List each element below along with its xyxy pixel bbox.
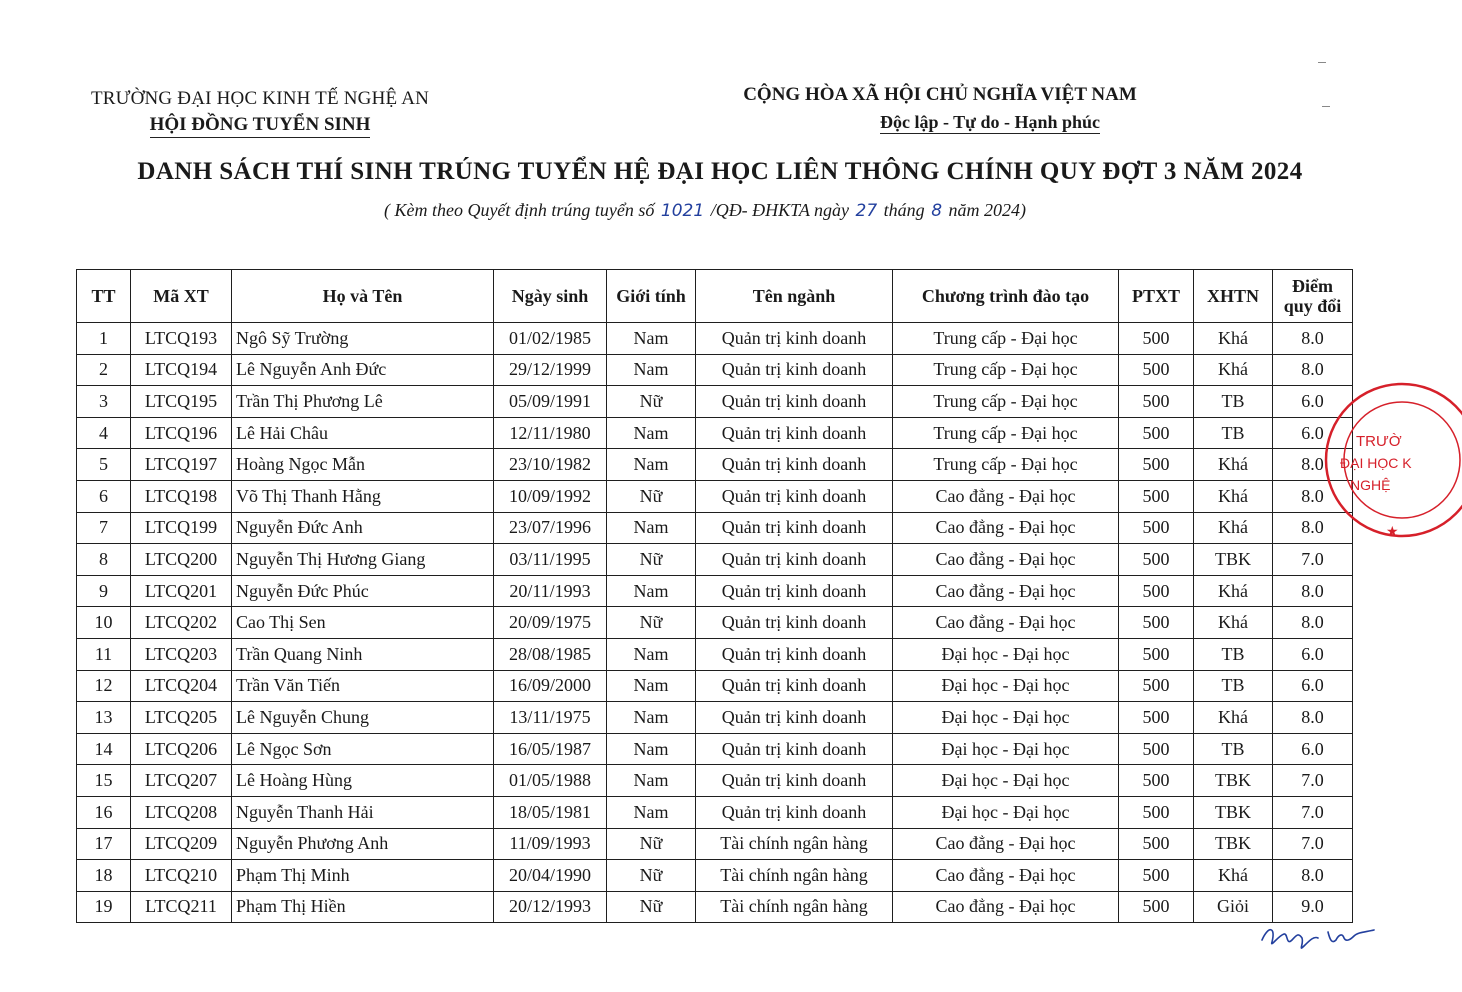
major-name: Quản trị kinh doanh bbox=[696, 354, 893, 386]
program-name: Cao đẳng - Đại học bbox=[893, 860, 1119, 892]
birth-date: 20/12/1993 bbox=[494, 891, 607, 923]
subtitle-part: năm 2024) bbox=[948, 200, 1027, 220]
applicant-code: LTCQ196 bbox=[131, 417, 232, 449]
converted-score: 8.0 bbox=[1273, 480, 1353, 512]
ptxt-value: 500 bbox=[1119, 828, 1194, 860]
major-name: Quản trị kinh doanh bbox=[696, 512, 893, 544]
converted-score: 7.0 bbox=[1273, 544, 1353, 576]
major-name: Quản trị kinh doanh bbox=[696, 480, 893, 512]
graduation-rank: TB bbox=[1194, 638, 1273, 670]
program-name: Cao đẳng - Đại học bbox=[893, 607, 1119, 639]
graduation-rank: TBK bbox=[1194, 828, 1273, 860]
applicant-code: LTCQ207 bbox=[131, 765, 232, 797]
converted-score: 8.0 bbox=[1273, 575, 1353, 607]
applicant-code: LTCQ210 bbox=[131, 860, 232, 892]
program-name: Đại học - Đại học bbox=[893, 765, 1119, 797]
graduation-rank: TBK bbox=[1194, 796, 1273, 828]
program-name: Trung cấp - Đại học bbox=[893, 323, 1119, 355]
birth-date: 16/05/1987 bbox=[494, 733, 607, 765]
program-name: Đại học - Đại học bbox=[893, 733, 1119, 765]
column-header-score bbox=[1273, 270, 1353, 323]
graduation-rank: Khá bbox=[1194, 702, 1273, 734]
program-name: Đại học - Đại học bbox=[893, 702, 1119, 734]
converted-score: 6.0 bbox=[1273, 733, 1353, 765]
major-name: Quản trị kinh doanh bbox=[696, 607, 893, 639]
gender: Nam bbox=[607, 765, 696, 797]
decision-day: 27 bbox=[855, 201, 878, 221]
applicant-name: Phạm Thị Minh bbox=[232, 860, 494, 892]
gender: Nữ bbox=[607, 891, 696, 923]
decision-month: 8 bbox=[931, 201, 943, 221]
graduation-rank: Khá bbox=[1194, 480, 1273, 512]
subtitle-part: ( Kèm theo Quyết định trúng tuyển số bbox=[383, 200, 655, 220]
table-row bbox=[77, 386, 1353, 418]
table-row bbox=[77, 860, 1353, 892]
converted-score: 6.0 bbox=[1273, 638, 1353, 670]
ptxt-value: 500 bbox=[1119, 607, 1194, 639]
row-number: 9 bbox=[77, 575, 131, 607]
row-number: 16 bbox=[77, 796, 131, 828]
program-name: Cao đẳng - Đại học bbox=[893, 544, 1119, 576]
major-name: Tài chính ngân hàng bbox=[696, 891, 893, 923]
gender: Nam bbox=[607, 354, 696, 386]
gender: Nam bbox=[607, 323, 696, 355]
decision-number: 1021 bbox=[660, 201, 705, 221]
table-row bbox=[77, 544, 1353, 576]
converted-score: 6.0 bbox=[1273, 417, 1353, 449]
converted-score: 8.0 bbox=[1273, 354, 1353, 386]
converted-score: 7.0 bbox=[1273, 796, 1353, 828]
row-number: 19 bbox=[77, 891, 131, 923]
table-row bbox=[77, 449, 1353, 481]
birth-date: 20/11/1993 bbox=[494, 575, 607, 607]
graduation-rank: Khá bbox=[1194, 354, 1273, 386]
national-header bbox=[700, 84, 1180, 134]
applicant-code: LTCQ205 bbox=[131, 702, 232, 734]
row-number: 6 bbox=[77, 480, 131, 512]
table-row bbox=[77, 512, 1353, 544]
program-name: Trung cấp - Đại học bbox=[893, 386, 1119, 418]
gender: Nam bbox=[607, 575, 696, 607]
graduation-rank: Khá bbox=[1194, 607, 1273, 639]
major-name: Quản trị kinh doanh bbox=[696, 702, 893, 734]
row-number: 5 bbox=[77, 449, 131, 481]
gender: Nữ bbox=[607, 607, 696, 639]
table-row bbox=[77, 828, 1353, 860]
converted-score: 8.0 bbox=[1273, 323, 1353, 355]
table-row bbox=[77, 702, 1353, 734]
major-name: Quản trị kinh doanh bbox=[696, 417, 893, 449]
major-name: Quản trị kinh doanh bbox=[696, 638, 893, 670]
applicant-code: LTCQ195 bbox=[131, 386, 232, 418]
applicant-name: Nguyễn Thị Hương Giang bbox=[232, 544, 494, 576]
document-title: DANH SÁCH THÍ SINH TRÚNG TUYỂN HỆ ĐẠI HỌC LIÊN THÔNG CHÍNH QUY ĐỢT 3 NĂM 2024 bbox=[137, 158, 1303, 185]
subtitle-part: /QĐ- ĐHKTA ngày bbox=[710, 200, 850, 220]
gender: Nam bbox=[607, 638, 696, 670]
graduation-rank: TBK bbox=[1194, 765, 1273, 797]
applicant-name: Nguyễn Đức Anh bbox=[232, 512, 494, 544]
applicant-name: Cao Thị Sen bbox=[232, 607, 494, 639]
graduation-rank: Khá bbox=[1194, 449, 1273, 481]
program-name: Cao đẳng - Đại học bbox=[893, 828, 1119, 860]
ptxt-value: 500 bbox=[1119, 323, 1194, 355]
table-row bbox=[77, 733, 1353, 765]
birth-date: 23/07/1996 bbox=[494, 512, 607, 544]
graduation-rank: TBK bbox=[1194, 544, 1273, 576]
converted-score: 9.0 bbox=[1273, 891, 1353, 923]
applicant-code: LTCQ194 bbox=[131, 354, 232, 386]
column-header: XHTN bbox=[1194, 270, 1273, 323]
applicant-code: LTCQ197 bbox=[131, 449, 232, 481]
ptxt-value: 500 bbox=[1119, 733, 1194, 765]
table-row bbox=[77, 891, 1353, 923]
major-name: Tài chính ngân hàng bbox=[696, 860, 893, 892]
converted-score: 8.0 bbox=[1273, 607, 1353, 639]
row-number: 3 bbox=[77, 386, 131, 418]
applicant-code: LTCQ209 bbox=[131, 828, 232, 860]
major-name: Quản trị kinh doanh bbox=[696, 765, 893, 797]
converted-score: 7.0 bbox=[1273, 765, 1353, 797]
ptxt-value: 500 bbox=[1119, 417, 1194, 449]
graduation-rank: TB bbox=[1194, 670, 1273, 702]
applicant-name: Lê Ngọc Sơn bbox=[232, 733, 494, 765]
column-header: Họ và Tên bbox=[232, 270, 494, 323]
gender: Nữ bbox=[607, 544, 696, 576]
applicant-code: LTCQ193 bbox=[131, 323, 232, 355]
birth-date: 29/12/1999 bbox=[494, 354, 607, 386]
gender: Nữ bbox=[607, 480, 696, 512]
birth-date: 23/10/1982 bbox=[494, 449, 607, 481]
ptxt-value: 500 bbox=[1119, 860, 1194, 892]
gender: Nam bbox=[607, 512, 696, 544]
major-name: Quản trị kinh doanh bbox=[696, 449, 893, 481]
school-seal-stamp bbox=[1322, 380, 1462, 540]
table-body bbox=[77, 323, 1353, 923]
applicant-code: LTCQ202 bbox=[131, 607, 232, 639]
graduation-rank: Khá bbox=[1194, 575, 1273, 607]
major-name: Quản trị kinh doanh bbox=[696, 544, 893, 576]
major-name: Tài chính ngân hàng bbox=[696, 828, 893, 860]
ptxt-value: 500 bbox=[1119, 702, 1194, 734]
row-number: 17 bbox=[77, 828, 131, 860]
table-row bbox=[77, 354, 1353, 386]
ptxt-value: 500 bbox=[1119, 765, 1194, 797]
program-name: Đại học - Đại học bbox=[893, 796, 1119, 828]
gender: Nam bbox=[607, 733, 696, 765]
program-name: Cao đẳng - Đại học bbox=[893, 575, 1119, 607]
birth-date: 16/09/2000 bbox=[494, 670, 607, 702]
birth-date: 01/02/1985 bbox=[494, 323, 607, 355]
stamp-text: ĐẠI HỌC K bbox=[1340, 455, 1412, 471]
applicant-code: LTCQ198 bbox=[131, 480, 232, 512]
applicant-code: LTCQ208 bbox=[131, 796, 232, 828]
program-name: Cao đẳng - Đại học bbox=[893, 512, 1119, 544]
applicant-name: Võ Thị Thanh Hằng bbox=[232, 480, 494, 512]
birth-date: 20/09/1975 bbox=[494, 607, 607, 639]
ptxt-value: 500 bbox=[1119, 670, 1194, 702]
admission-table bbox=[76, 269, 1353, 923]
applicant-code: LTCQ199 bbox=[131, 512, 232, 544]
birth-date: 10/09/1992 bbox=[494, 480, 607, 512]
ptxt-value: 500 bbox=[1119, 544, 1194, 576]
program-name: Trung cấp - Đại học bbox=[893, 449, 1119, 481]
column-header-line: Điểm bbox=[1292, 276, 1333, 296]
subtitle-part: tháng bbox=[883, 200, 925, 220]
table-row bbox=[77, 796, 1353, 828]
table-header-row bbox=[77, 270, 1353, 323]
gender: Nam bbox=[607, 417, 696, 449]
national-motto: Độc lập - Tự do - Hạnh phúc bbox=[879, 112, 1101, 132]
row-number: 11 bbox=[77, 638, 131, 670]
row-number: 1 bbox=[77, 323, 131, 355]
major-name: Quản trị kinh doanh bbox=[696, 733, 893, 765]
graduation-rank: TB bbox=[1194, 733, 1273, 765]
column-header: Giới tính bbox=[607, 270, 696, 323]
row-number: 15 bbox=[77, 765, 131, 797]
applicant-name: Nguyễn Phương Anh bbox=[232, 828, 494, 860]
council-name: HỘI ĐỒNG TUYỂN SINH bbox=[150, 114, 371, 138]
handwritten-initials bbox=[1258, 918, 1378, 958]
birth-date: 01/05/1988 bbox=[494, 765, 607, 797]
table-row bbox=[77, 638, 1353, 670]
gender: Nữ bbox=[607, 828, 696, 860]
major-name: Quản trị kinh doanh bbox=[696, 323, 893, 355]
graduation-rank: Khá bbox=[1194, 860, 1273, 892]
applicant-code: LTCQ201 bbox=[131, 575, 232, 607]
column-header: Tên ngành bbox=[696, 270, 893, 323]
program-name: Trung cấp - Đại học bbox=[893, 354, 1119, 386]
major-name: Quản trị kinh doanh bbox=[696, 575, 893, 607]
table-row bbox=[77, 323, 1353, 355]
ptxt-value: 500 bbox=[1119, 386, 1194, 418]
converted-score: 6.0 bbox=[1273, 670, 1353, 702]
ptxt-value: 500 bbox=[1119, 891, 1194, 923]
applicant-code: LTCQ211 bbox=[131, 891, 232, 923]
applicant-name: Trần Quang Ninh bbox=[232, 638, 494, 670]
program-name: Đại học - Đại học bbox=[893, 638, 1119, 670]
column-header: TT bbox=[77, 270, 131, 323]
graduation-rank: TB bbox=[1194, 417, 1273, 449]
stamp-text: NGHỆ bbox=[1350, 477, 1391, 493]
birth-date: 12/11/1980 bbox=[494, 417, 607, 449]
row-number: 13 bbox=[77, 702, 131, 734]
table-row bbox=[77, 575, 1353, 607]
row-number: 4 bbox=[77, 417, 131, 449]
column-header: Ngày sinh bbox=[494, 270, 607, 323]
graduation-rank: Khá bbox=[1194, 512, 1273, 544]
ptxt-value: 500 bbox=[1119, 354, 1194, 386]
gender: Nam bbox=[607, 796, 696, 828]
converted-score: 8.0 bbox=[1273, 449, 1353, 481]
ptxt-value: 500 bbox=[1119, 796, 1194, 828]
major-name: Quản trị kinh doanh bbox=[696, 670, 893, 702]
university-name: TRƯỜNG ĐẠI HỌC KINH TẾ NGHỆ AN bbox=[90, 88, 430, 109]
column-header: Chương trình đào tạo bbox=[893, 270, 1119, 323]
birth-date: 28/08/1985 bbox=[494, 638, 607, 670]
program-name: Đại học - Đại học bbox=[893, 670, 1119, 702]
applicant-name: Lê Nguyễn Chung bbox=[232, 702, 494, 734]
scan-mark bbox=[1322, 106, 1330, 107]
program-name: Trung cấp - Đại học bbox=[893, 417, 1119, 449]
gender: Nữ bbox=[607, 386, 696, 418]
applicant-code: LTCQ204 bbox=[131, 670, 232, 702]
gender: Nam bbox=[607, 670, 696, 702]
major-name: Quản trị kinh doanh bbox=[696, 386, 893, 418]
applicant-name: Trần Thị Phương Lê bbox=[232, 386, 494, 418]
gender: Nam bbox=[607, 449, 696, 481]
gender: Nam bbox=[607, 702, 696, 734]
row-number: 7 bbox=[77, 512, 131, 544]
applicant-name: Ngô Sỹ Trường bbox=[232, 323, 494, 355]
applicant-name: Nguyễn Đức Phúc bbox=[232, 575, 494, 607]
applicant-name: Trần Văn Tiến bbox=[232, 670, 494, 702]
table-row bbox=[77, 765, 1353, 797]
converted-score: 8.0 bbox=[1273, 860, 1353, 892]
ptxt-value: 500 bbox=[1119, 512, 1194, 544]
column-header: PTXT bbox=[1119, 270, 1194, 323]
country-name: CỘNG HÒA XÃ HỘI CHỦ NGHĨA VIỆT NAM bbox=[743, 84, 1137, 105]
converted-score: 7.0 bbox=[1273, 828, 1353, 860]
column-header-line: quy đổi bbox=[1283, 296, 1342, 316]
applicant-name: Phạm Thị Hiền bbox=[232, 891, 494, 923]
row-number: 14 bbox=[77, 733, 131, 765]
ptxt-value: 500 bbox=[1119, 575, 1194, 607]
ptxt-value: 500 bbox=[1119, 449, 1194, 481]
birth-date: 20/04/1990 bbox=[494, 860, 607, 892]
decision-reference bbox=[60, 200, 1350, 221]
table-row bbox=[77, 417, 1353, 449]
converted-score: 8.0 bbox=[1273, 512, 1353, 544]
gender: Nữ bbox=[607, 860, 696, 892]
applicant-code: LTCQ203 bbox=[131, 638, 232, 670]
table-row bbox=[77, 670, 1353, 702]
row-number: 8 bbox=[77, 544, 131, 576]
ptxt-value: 500 bbox=[1119, 638, 1194, 670]
applicant-name: Hoàng Ngọc Mẫn bbox=[232, 449, 494, 481]
row-number: 12 bbox=[77, 670, 131, 702]
applicant-name: Lê Hoàng Hùng bbox=[232, 765, 494, 797]
row-number: 2 bbox=[77, 354, 131, 386]
birth-date: 05/09/1991 bbox=[494, 386, 607, 418]
row-number: 18 bbox=[77, 860, 131, 892]
converted-score: 8.0 bbox=[1273, 702, 1353, 734]
applicant-code: LTCQ206 bbox=[131, 733, 232, 765]
applicant-code: LTCQ200 bbox=[131, 544, 232, 576]
column-header: Mã XT bbox=[131, 270, 232, 323]
birth-date: 18/05/1981 bbox=[494, 796, 607, 828]
birth-date: 11/09/1993 bbox=[494, 828, 607, 860]
stamp-text: TRƯỜ bbox=[1356, 433, 1402, 450]
svg-text:★: ★ bbox=[1386, 524, 1399, 540]
converted-score: 6.0 bbox=[1273, 386, 1353, 418]
graduation-rank: TB bbox=[1194, 386, 1273, 418]
graduation-rank: Giỏi bbox=[1194, 891, 1273, 923]
institution-header bbox=[60, 88, 460, 138]
applicant-name: Nguyễn Thanh Hải bbox=[232, 796, 494, 828]
row-number: 10 bbox=[77, 607, 131, 639]
ptxt-value: 500 bbox=[1119, 480, 1194, 512]
program-name: Cao đẳng - Đại học bbox=[893, 480, 1119, 512]
applicant-name: Lê Nguyễn Anh Đức bbox=[232, 354, 494, 386]
birth-date: 03/11/1995 bbox=[494, 544, 607, 576]
birth-date: 13/11/1975 bbox=[494, 702, 607, 734]
program-name: Cao đẳng - Đại học bbox=[893, 891, 1119, 923]
graduation-rank: Khá bbox=[1194, 323, 1273, 355]
scan-mark bbox=[1318, 62, 1326, 63]
table-row bbox=[77, 480, 1353, 512]
table-row bbox=[77, 607, 1353, 639]
major-name: Quản trị kinh doanh bbox=[696, 796, 893, 828]
applicant-name: Lê Hải Châu bbox=[232, 417, 494, 449]
